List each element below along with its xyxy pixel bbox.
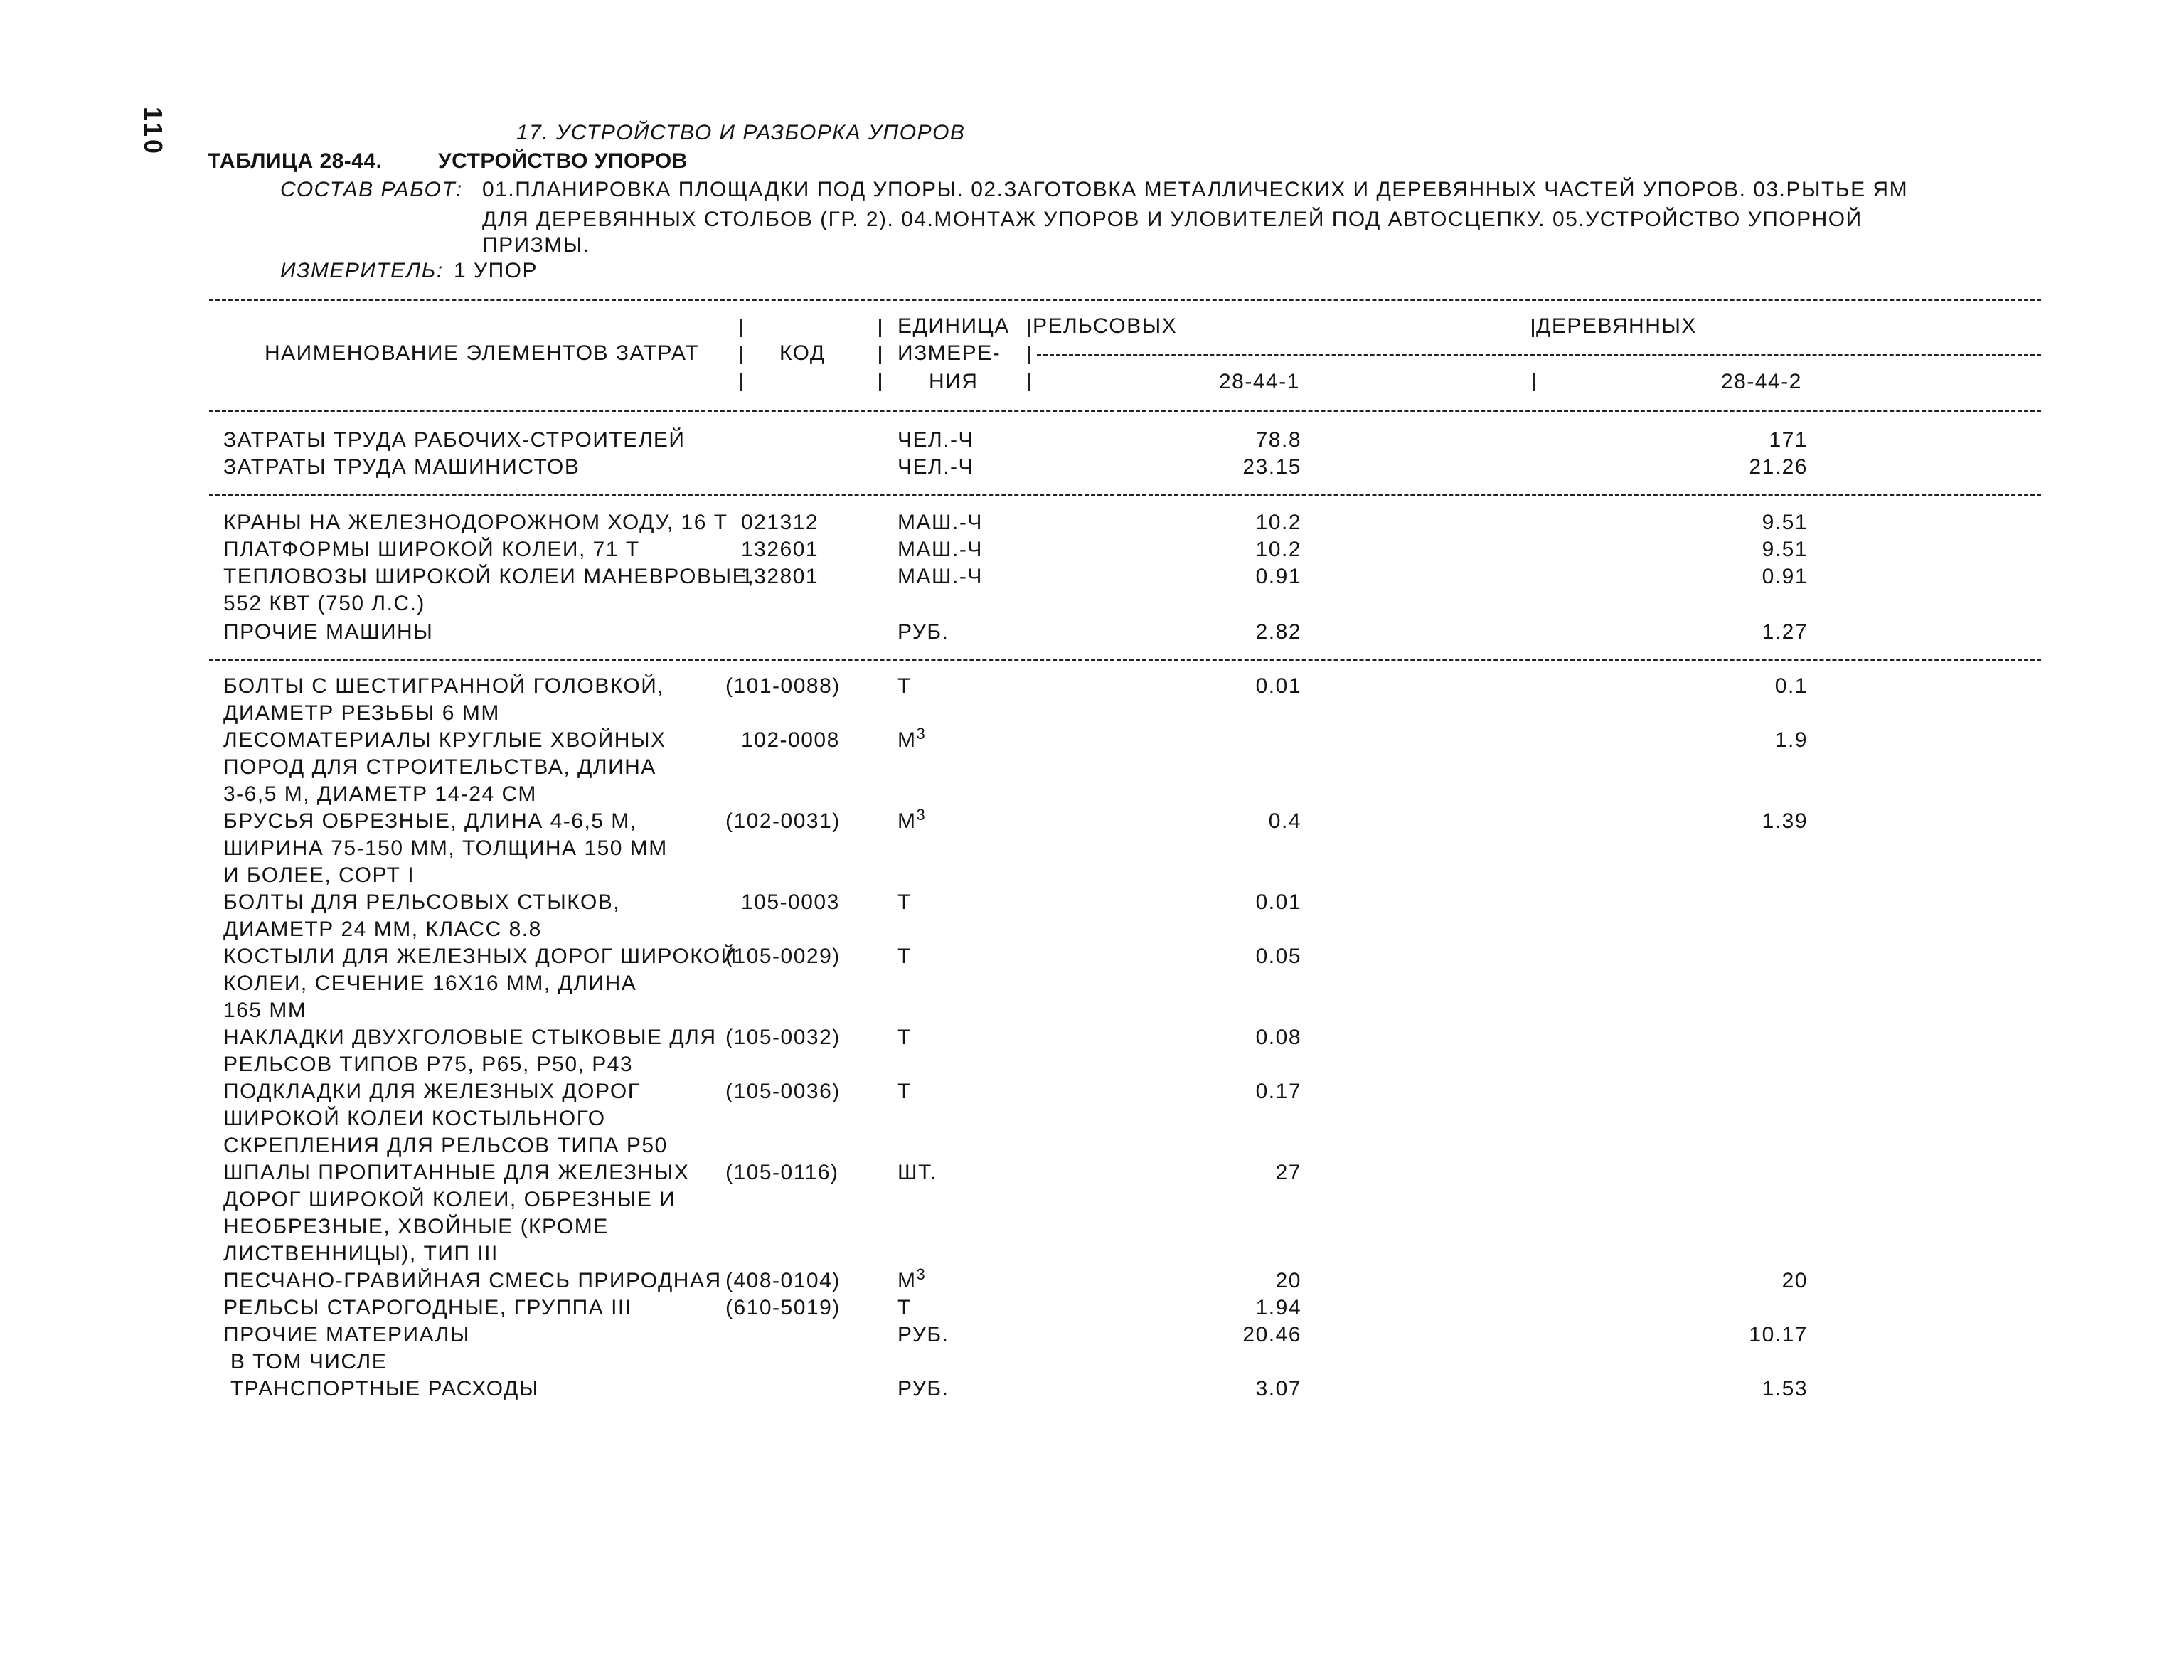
row-unit-text: Т: [897, 1026, 912, 1049]
row-unit: [897, 1267, 926, 1294]
row-value-28-44-1: 0.91: [1255, 565, 1301, 588]
row-name: 552 КВТ (750 Л.С.): [223, 592, 425, 615]
row-unit: [897, 509, 983, 536]
row-unit: [897, 1376, 949, 1403]
row-unit: [897, 1078, 912, 1105]
row-unit: [897, 673, 912, 700]
header-col-28-44-2: 28-44-2: [1721, 370, 1802, 393]
row-unit-text: ЧЕЛ.-Ч: [897, 455, 974, 479]
row-unit: [897, 1294, 912, 1322]
row-name: СКРЕПЛЕНИЯ ДЛЯ РЕЛЬСОВ ТИПА Р50: [223, 1134, 668, 1157]
row-name: ДИАМЕТР РЕЗЬБЫ 6 ММ: [223, 701, 500, 725]
row-unit: [897, 427, 974, 454]
row-value-28-44-2: 1.39: [1762, 809, 1808, 833]
row-value-28-44-2: 1.53: [1762, 1377, 1808, 1400]
row-unit: [897, 727, 926, 754]
row-code: 132601: [741, 538, 819, 561]
row-name: ЛИСТВЕННИЦЫ), ТИП III: [223, 1242, 499, 1265]
row-unit: [897, 1024, 912, 1051]
row-unit-superscript: 3: [916, 725, 927, 743]
row-name: ПРОЧИЕ МАТЕРИАЛЫ: [223, 1323, 470, 1346]
row-value-28-44-1: 0.08: [1255, 1026, 1301, 1049]
row-code: (610-5019): [725, 1296, 841, 1319]
row-code: 102-0008: [741, 728, 840, 752]
measure-label: ИЗМЕРИТЕЛЬ:: [280, 259, 444, 282]
work-line-1: 01.ПЛАНИРОВКА ПЛОЩАДКИ ПОД УПОРЫ. 02.ЗАГОТОВКА МЕТАЛЛИЧЕСКИХ И ДЕРЕВЯННЫХ ЧАСТЕЙ УПОРОВ. 03.РЫТЬЕ ЯМ: [482, 178, 1909, 201]
row-unit-text: Т: [897, 945, 912, 968]
row-name: В ТОМ ЧИСЛЕ: [223, 1350, 388, 1373]
row-unit: [897, 1322, 949, 1349]
page-number: 110: [139, 107, 168, 157]
header-name: НАИМЕНОВАНИЕ ЭЛЕМЕНТОВ ЗАТРАТ: [265, 341, 700, 365]
row-name: РЕЛЬСЫ СТАРОГОДНЫЕ, ГРУППА III: [223, 1296, 632, 1319]
row-code: (105-0036): [725, 1080, 841, 1103]
row-code: (102-0031): [725, 809, 841, 833]
section-rule-machines: [209, 659, 2041, 661]
row-unit: [897, 889, 912, 916]
header-group-rail: РЕЛЬСОВЫХ: [1033, 314, 1178, 338]
row-name: ШИРОКОЙ КОЛЕИ КОСТЫЛЬНОГО: [223, 1107, 606, 1130]
header-separator: [1533, 373, 1535, 391]
header-separator: [740, 346, 742, 364]
header-separator: [740, 373, 742, 391]
row-value-28-44-2: 9.51: [1762, 538, 1808, 561]
row-value-28-44-2: 1.27: [1762, 620, 1808, 644]
header-code: КОД: [779, 341, 826, 365]
row-unit: [897, 536, 983, 563]
row-code: (408-0104): [725, 1269, 841, 1292]
row-unit-text: Т: [897, 674, 912, 698]
row-value-28-44-1: 20.46: [1242, 1323, 1301, 1346]
row-unit-text: РУБ.: [897, 1377, 949, 1400]
row-name: КРАНЫ НА ЖЕЛЕЗНОДОРОЖНОМ ХОДУ, 16 Т: [223, 511, 728, 534]
row-value-28-44-1: 1.94: [1255, 1296, 1301, 1319]
row-unit-text: Т: [897, 1296, 912, 1319]
header-separator: [1028, 319, 1030, 337]
row-value-28-44-2: 21.26: [1749, 455, 1808, 479]
row-unit-text: ЧЕЛ.-Ч: [897, 428, 974, 452]
header-separator: [879, 319, 881, 337]
header-unit-2: ИЗМЕРЕ-: [897, 341, 1001, 365]
row-value-28-44-1: 20: [1275, 1269, 1301, 1292]
row-unit: [897, 619, 949, 646]
section-rule-labor: [209, 494, 2041, 496]
row-name: БОЛТЫ С ШЕСТИГРАННОЙ ГОЛОВКОЙ,: [223, 674, 665, 698]
row-value-28-44-1: 3.07: [1255, 1377, 1301, 1400]
header-unit-3: НИЯ: [929, 370, 979, 393]
row-unit-text: МАШ.-Ч: [897, 511, 983, 534]
row-name: ДОРОГ ШИРОКОЙ КОЛЕИ, ОБРЕЗНЫЕ И: [223, 1188, 676, 1211]
row-unit-text: РУБ.: [897, 1323, 949, 1346]
row-unit: [897, 808, 926, 835]
row-name: НЕОБРЕЗНЫЕ, ХВОЙНЫЕ (КРОМЕ: [223, 1215, 609, 1238]
row-unit-text: МАШ.-Ч: [897, 538, 983, 561]
row-unit: [897, 563, 983, 590]
row-name: ЗАТРАТЫ ТРУДА МАШИНИСТОВ: [223, 455, 580, 479]
row-value-28-44-1: 0.01: [1255, 674, 1301, 698]
row-value-28-44-2: 9.51: [1762, 511, 1808, 534]
row-value-28-44-2: 1.9: [1774, 728, 1808, 752]
row-code: (105-0032): [725, 1026, 841, 1049]
row-unit-text: МАШ.-Ч: [897, 565, 983, 588]
section-title: 17. УСТРОЙСТВО И РАЗБОРКА УПОРОВ: [516, 121, 966, 144]
header-separator: [740, 319, 742, 337]
row-unit-text: М: [897, 1269, 917, 1292]
row-value-28-44-1: 0.01: [1255, 890, 1301, 914]
row-name: ТЕПЛОВОЗЫ ШИРОКОЙ КОЛЕИ МАНЕВРОВЫЕ,: [223, 565, 755, 588]
row-value-28-44-1: 10.2: [1255, 511, 1301, 534]
row-unit-superscript: 3: [916, 1265, 927, 1283]
measure-value: 1 УПОР: [454, 259, 538, 282]
row-name: ТРАНСПОРТНЫЕ РАСХОДЫ: [223, 1377, 539, 1400]
row-unit-text: Т: [897, 890, 912, 914]
row-unit: [897, 454, 974, 481]
row-unit-text: Т: [897, 1080, 912, 1103]
row-value-28-44-1: 0.05: [1255, 945, 1301, 968]
row-name: И БОЛЕЕ, СОРТ I: [223, 863, 415, 887]
row-value-28-44-2: 171: [1769, 428, 1808, 452]
row-name: ПРОЧИЕ МАШИНЫ: [223, 620, 434, 644]
row-name: ДИАМЕТР 24 ММ, КЛАСС 8.8: [223, 918, 542, 941]
row-value-28-44-1: 2.82: [1255, 620, 1301, 644]
row-value-28-44-1: 78.8: [1255, 428, 1301, 452]
header-col-28-44-1: 28-44-1: [1219, 370, 1300, 393]
row-code: (105-0029): [725, 945, 841, 968]
table-top-rule: [209, 299, 2041, 301]
row-value-28-44-1: 0.4: [1268, 809, 1301, 833]
row-name: ШПАЛЫ ПРОПИТАННЫЕ ДЛЯ ЖЕЛЕЗНЫХ: [223, 1161, 690, 1184]
row-name: 165 ММ: [223, 999, 307, 1022]
row-unit-text: РУБ.: [897, 620, 949, 644]
row-unit-text: ШТ.: [897, 1161, 937, 1184]
row-value-28-44-2: 20: [1781, 1269, 1808, 1292]
row-value-28-44-1: 10.2: [1255, 538, 1301, 561]
row-unit: [897, 1159, 937, 1186]
row-value-28-44-1: 0.17: [1255, 1080, 1301, 1103]
row-name: ПЛАТФОРМЫ ШИРОКОЙ КОЛЕИ, 71 Т: [223, 538, 640, 561]
table-title: УСТРОЙСТВО УПОРОВ: [438, 149, 688, 173]
row-name: ПЕСЧАНО-ГРАВИЙНАЯ СМЕСЬ ПРИРОДНАЯ: [223, 1269, 722, 1292]
row-code: 105-0003: [741, 890, 840, 914]
header-separator: [1532, 319, 1534, 337]
work-line-3: ПРИЗМЫ.: [482, 233, 590, 257]
row-code: (105-0116): [725, 1161, 839, 1184]
row-name: 3-6,5 М, ДИАМЕТР 14-24 СМ: [223, 782, 537, 806]
work-composition-label: СОСТАВ РАБОТ:: [280, 178, 463, 201]
header-separator: [1028, 346, 1030, 364]
header-separator: [879, 346, 881, 364]
header-unit-1: ЕДИНИЦА: [897, 314, 1010, 338]
header-bottom-rule: [209, 410, 2041, 412]
row-code: 021312: [741, 511, 819, 534]
row-name: БОЛТЫ ДЛЯ РЕЛЬСОВЫХ СТЫКОВ,: [223, 890, 621, 914]
header-separator: [1028, 373, 1030, 391]
row-value-28-44-2: 0.1: [1774, 674, 1808, 698]
row-unit: [897, 943, 912, 970]
row-name: ЛЕСОМАТЕРИАЛЫ КРУГЛЫЕ ХВОЙНЫХ: [223, 728, 666, 752]
row-name: ПОРОД ДЛЯ СТРОИТЕЛЬСТВА, ДЛИНА: [223, 755, 656, 779]
row-unit-text: М: [897, 728, 917, 752]
row-code: 132801: [741, 565, 819, 588]
row-name: КОСТЫЛИ ДЛЯ ЖЕЛЕЗНЫХ ДОРОГ ШИРОКОЙ: [223, 945, 737, 968]
row-unit-text: М: [897, 809, 917, 833]
row-value-28-44-1: 23.15: [1242, 455, 1301, 479]
header-group-rule: [1037, 354, 2041, 356]
row-code: (101-0088): [725, 674, 841, 698]
row-name: ЗАТРАТЫ ТРУДА РАБОЧИХ-СТРОИТЕЛЕЙ: [223, 428, 686, 452]
row-name: НАКЛАДКИ ДВУХГОЛОВЫЕ СТЫКОВЫЕ ДЛЯ: [223, 1026, 717, 1049]
row-name: ПОДКЛАДКИ ДЛЯ ЖЕЛЕЗНЫХ ДОРОГ: [223, 1080, 641, 1103]
row-value-28-44-2: 10.17: [1749, 1323, 1808, 1346]
row-name: БРУСЬЯ ОБРЕЗНЫЕ, ДЛИНА 4-6,5 М,: [223, 809, 637, 833]
row-value-28-44-2: 0.91: [1762, 565, 1808, 588]
work-line-2: ДЛЯ ДЕРЕВЯННЫХ СТОЛБОВ (ГР. 2). 04.МОНТАЖ УПОРОВ И УЛОВИТЕЛЕЙ ПОД АВТОСЦЕПКУ. 05.УСТРОЙСТВО УПОРНОЙ: [482, 208, 1863, 231]
header-group-wood: ДЕРЕВЯННЫХ: [1536, 314, 1697, 338]
row-value-28-44-1: 27: [1275, 1161, 1301, 1184]
row-name: РЕЛЬСОВ ТИПОВ Р75, Р65, Р50, Р43: [223, 1053, 634, 1076]
row-name: ШИРИНА 75-150 ММ, ТОЛЩИНА 150 ММ: [223, 836, 668, 860]
header-separator: [879, 373, 881, 391]
row-name: КОЛЕИ, СЕЧЕНИЕ 16Х16 ММ, ДЛИНА: [223, 972, 637, 995]
table-title-prefix: ТАБЛИЦА 28-44.: [208, 149, 383, 173]
row-unit-superscript: 3: [916, 806, 927, 824]
